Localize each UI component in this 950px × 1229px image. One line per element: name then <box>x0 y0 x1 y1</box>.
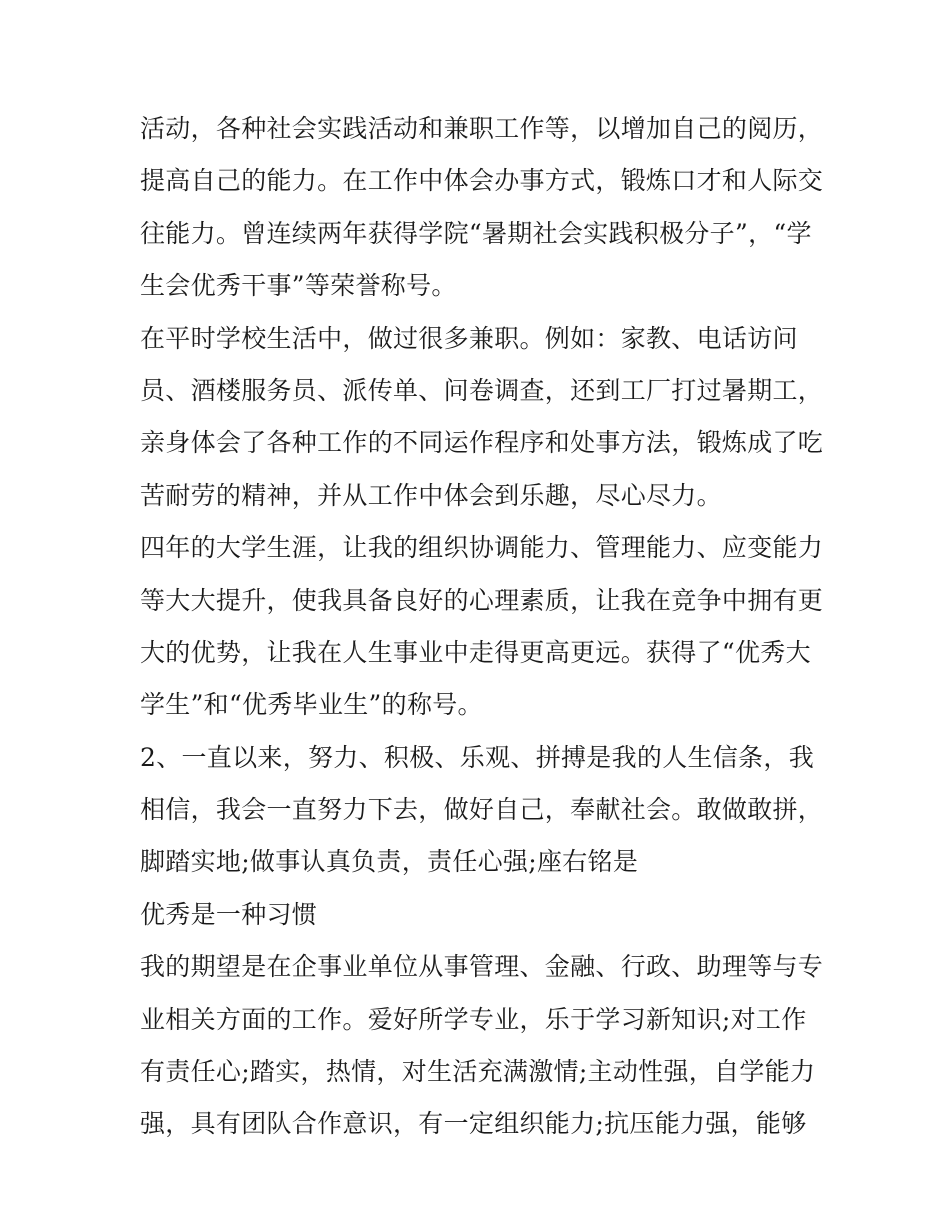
text-line: 相信，我会一直努力下去，做好自己，奉献社会。敢做敢拼， <box>140 795 824 825</box>
body-text <box>140 103 824 1151</box>
text-line: 活动，各种社会实践活动和兼职工作等，以增加自己的阅历， <box>140 114 824 143</box>
text-line: 在平时学校生活中，做过很多兼职。例如：家教、电话访问 <box>140 323 798 353</box>
text-line: 强，具有团队合作意识，有一定组织能力;抗压能力强，能够 <box>140 1109 807 1139</box>
text-line: 往能力。曾连续两年获得学院“暑期社会实践积极分子”，“学 <box>140 218 812 248</box>
text-line: 等大大提升，使我具备良好的心理素质，让我在竞争中拥有更 <box>140 585 824 615</box>
text-line: 生会优秀干事”等荣誉称号。 <box>140 271 457 301</box>
text-line: 脚踏实地;做事认真负责，责任心强;座右铭是 <box>140 847 639 877</box>
text-line: 有责任心;踏实，热情，对生活充满激情;主动性强，自学能力 <box>140 1057 816 1087</box>
text-line: 亲身体会了各种工作的不同运作程序和处事方法，锻炼成了吃 <box>140 428 824 458</box>
text-line: 学生”和“优秀毕业生”的称号。 <box>140 690 483 720</box>
text-line: 大的优势，让我在人生事业中走得更高更远。获得了“优秀大 <box>140 637 811 667</box>
text-line: 2、一直以来，努力、积极、乐观、拼搏是我的人生信条，我 <box>140 742 815 772</box>
text-line: 员、酒楼服务员、派传单、问卷调查，还到工厂打过暑期工， <box>140 375 824 405</box>
text-line: 我的期望是在企事业单位从事管理、金融、行政、助理等与专 <box>140 952 824 982</box>
text-line: 四年的大学生涯，让我的组织协调能力、管理能力、应变能力 <box>140 533 824 563</box>
text-line: 苦耐劳的精神，并从工作中体会到乐趣，尽心尽力。 <box>140 480 722 510</box>
text-line: 优秀是一种习惯 <box>140 899 318 929</box>
text-line: 提高自己的能力。在工作中体会办事方式，锻炼口才和人际交 <box>140 166 824 196</box>
text-line: 业相关方面的工作。爱好所学专业，乐于学习新知识;对工作 <box>140 1004 807 1034</box>
